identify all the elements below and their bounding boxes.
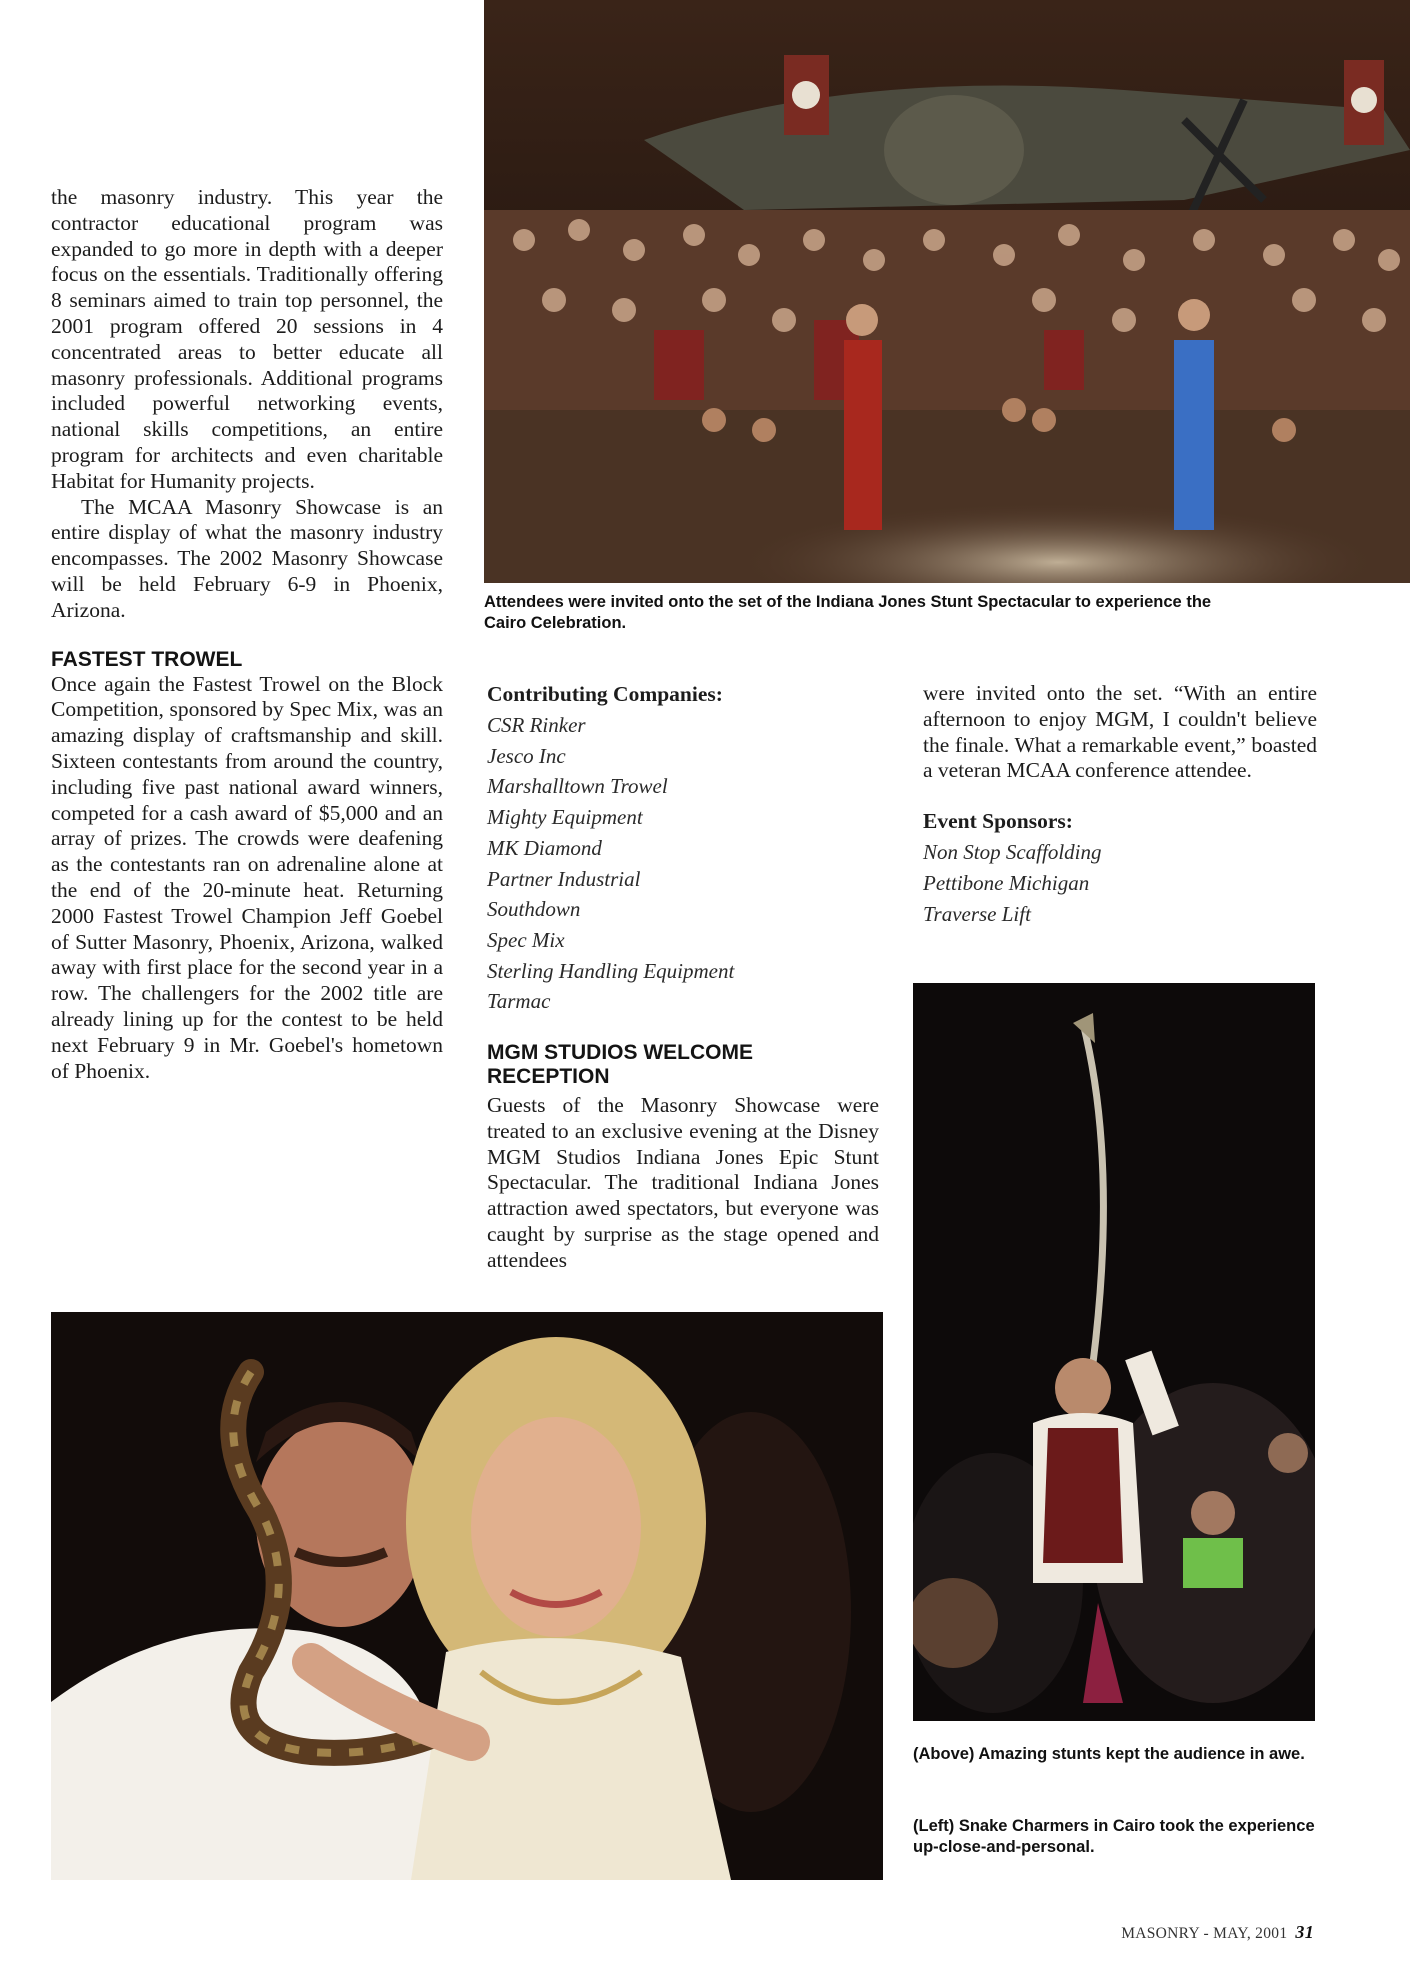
list-item: Pettibone Michigan <box>923 870 1090 895</box>
list-item: Marshalltown Trowel <box>487 774 668 799</box>
list-item: Traverse Lift <box>923 901 1031 926</box>
right-column <box>923 681 1317 929</box>
list-item: Partner Industrial <box>487 866 641 891</box>
page-number: 31 <box>1295 1922 1314 1942</box>
list-item: Southdown <box>487 897 581 922</box>
list-item: Spec Mix <box>487 927 565 952</box>
list-item: Tarmac <box>487 989 551 1014</box>
list-item: Mighty Equipment <box>487 805 643 830</box>
contributing-companies-title: Contributing Companies: <box>487 682 723 706</box>
fastest-trowel-paragraph: Once again the Fastest Trowel on the Block Competition, sponsored by Spec Mix, was an amazing display of craftsmanship and skill. Sixteen contestants from around the country, including five past national award winners, competed for a cash award of $5,000 and an array of prizes. The crowds were deafening as the contestants ran on adrenaline alone at the end of the 20-minute heat. Returning 2000 Fastest Trowel Champion Jeff Goebel of Sutter Masonry, Phoenix, Arizona, walked away with first place for the second year in a row. The challengers for the 2002 title are already lining up for the contest to be held next February 9 in Mr. Goebel's hometown of Phoenix. <box>51 671 443 1083</box>
caption-left: (Left) Snake Charmers in Cairo took the experience up-close-and-personal. <box>913 1817 1315 1856</box>
left-column-text <box>51 185 443 1084</box>
caption-above: (Above) Amazing stunts kept the audience in awe. <box>913 1745 1305 1763</box>
list-item: MK Diamond <box>487 835 602 860</box>
event-sponsors-title: Event Sponsors: <box>923 809 1073 834</box>
event-sponsors-list <box>923 837 1317 929</box>
list-item: Non Stop Scaffolding <box>923 840 1102 865</box>
page-footer <box>1121 1922 1314 1943</box>
mgm-reception-heading: MGM STUDIOS WELCOME RECEPTION <box>487 1041 753 1089</box>
snake-charmers-photo <box>51 1312 883 1880</box>
contributing-companies-list <box>487 710 879 1017</box>
list-item: Sterling Handling Equipment <box>487 958 735 983</box>
mgm-reception-paragraph: Guests of the Masonry Showcase were treated to an exclusive evening at the Disney MGM Studios Indiana Jones Epic Stunt Spectacular. The traditional Indiana Jones attraction awed spectators, but everyone was caught by surprise as the stage opened and attendees <box>487 1093 879 1272</box>
publication-name: MASONRY - MAY, 2001 <box>1121 1925 1288 1942</box>
fastest-trowel-heading: FASTEST TROWEL <box>51 647 243 671</box>
middle-column <box>487 681 879 1274</box>
sword-swallower-photo <box>913 983 1315 1721</box>
intro-paragraph: the masonry industry. This year the contractor educational program was expanded to go more in depth with a deeper focus on the essentials. Traditionally offering 8 seminars aimed to train top personnel, the 2001 program offered 20 sessions in 4 concentrated areas to better educate all masonry professionals. Additional programs included powerful networking events, national skills competitions, an entire program for architects and even charitable Habitat for Humanity projects. <box>51 185 443 493</box>
list-item: CSR Rinker <box>487 713 586 737</box>
showcase-paragraph: The MCAA Masonry Showcase is an entire display of what the masonry industry encompasses. The 2002 Masonry Showcase will be held February 6-9 in Phoenix, Arizona. <box>51 494 443 622</box>
list-item: Jesco Inc <box>487 743 566 768</box>
top-photo-caption: Attendees were invited onto the set of the Indiana Jones Stunt Spectacular to experience the Cairo Celebration. <box>484 593 1212 632</box>
stunt-show-crowd-photo <box>484 0 1410 583</box>
continued-paragraph: were invited onto the set. “With an entire afternoon to enjoy MGM, I couldn't believe the finale. What a remarkable event,” boasted a veteran MCAA conference attendee. <box>923 681 1317 783</box>
